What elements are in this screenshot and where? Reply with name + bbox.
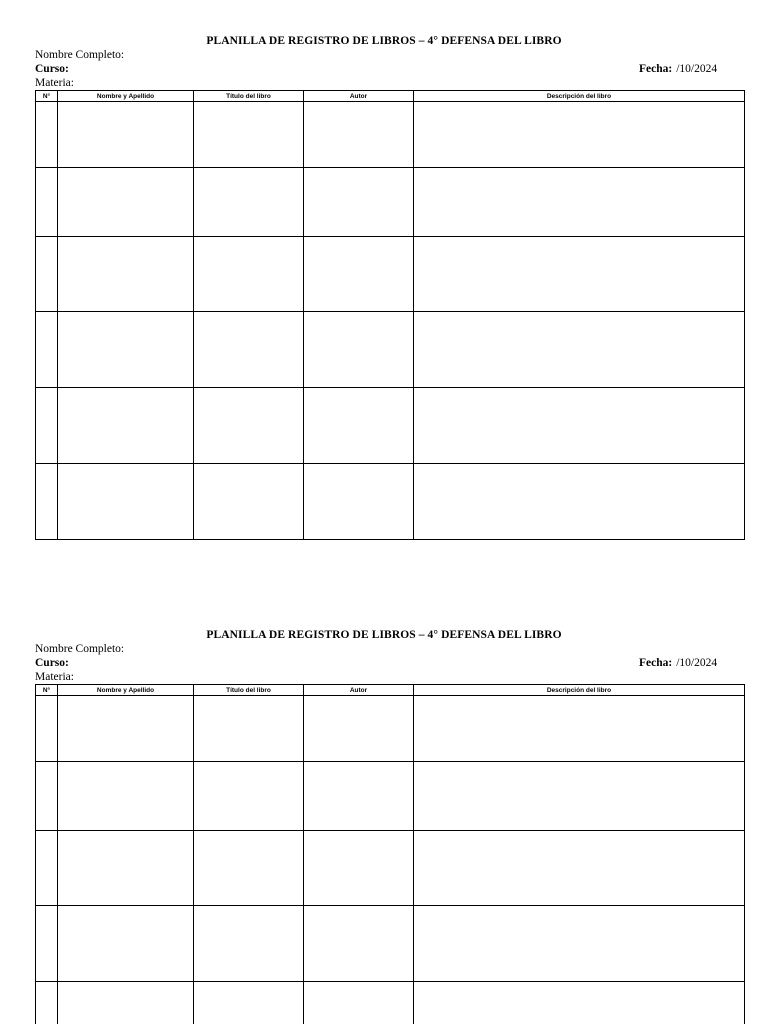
cell-descripcion[interactable] — [414, 102, 745, 168]
cell-autor[interactable] — [304, 102, 414, 168]
table-row — [36, 831, 745, 906]
cell-numero[interactable] — [36, 982, 58, 1024]
cell-autor[interactable] — [304, 464, 414, 540]
cell-numero[interactable] — [36, 464, 58, 540]
cell-descripcion[interactable] — [414, 906, 745, 982]
cell-titulo-libro[interactable] — [194, 696, 304, 762]
cell-numero[interactable] — [36, 906, 58, 982]
fecha-field — [639, 657, 717, 669]
cell-titulo-libro[interactable] — [194, 982, 304, 1024]
cell-autor[interactable] — [304, 831, 414, 906]
header-titulo-libro: Título del libro — [194, 91, 304, 102]
table-row — [36, 464, 745, 540]
cell-nombre-apellido[interactable] — [58, 312, 194, 388]
table-row — [36, 906, 745, 982]
cell-nombre-apellido[interactable] — [58, 102, 194, 168]
cell-numero[interactable] — [36, 831, 58, 906]
header-descripcion-libro: Descripción del libro — [414, 685, 745, 696]
header-autor: Autor — [304, 685, 414, 696]
header-titulo-libro: Título del libro — [194, 685, 304, 696]
cell-titulo-libro[interactable] — [194, 762, 304, 831]
table-row — [36, 168, 745, 237]
fecha-field — [639, 63, 717, 75]
cell-descripcion[interactable] — [414, 237, 745, 312]
cell-autor[interactable] — [304, 237, 414, 312]
cell-autor[interactable] — [304, 906, 414, 982]
cell-nombre-apellido[interactable] — [58, 237, 194, 312]
cell-descripcion[interactable] — [414, 762, 745, 831]
sheet-title: PLANILLA DE REGISTRO DE LIBROS – 4° DEFENSA DEL LIBRO — [206, 629, 562, 641]
sheet-title: PLANILLA DE REGISTRO DE LIBROS – 4° DEFENSA DEL LIBRO — [206, 35, 562, 47]
cell-descripcion[interactable] — [414, 168, 745, 237]
cell-nombre-apellido[interactable] — [58, 168, 194, 237]
cell-titulo-libro[interactable] — [194, 237, 304, 312]
registry-sheet-2 — [0, 594, 768, 1024]
header-nombre-apellido: Nombre y Apellido — [58, 91, 194, 102]
table-row — [36, 762, 745, 831]
cell-titulo-libro[interactable] — [194, 388, 304, 464]
table-row — [36, 237, 745, 312]
materia-label: Materia: — [35, 77, 74, 89]
header-descripcion-libro: Descripción del libro — [414, 91, 745, 102]
cell-titulo-libro[interactable] — [194, 312, 304, 388]
cell-nombre-apellido[interactable] — [58, 464, 194, 540]
cell-titulo-libro[interactable] — [194, 464, 304, 540]
cell-titulo-libro[interactable] — [194, 906, 304, 982]
table-header-row — [36, 91, 745, 102]
fecha-label: Fecha: — [639, 63, 673, 75]
registry-table — [35, 90, 745, 540]
cell-autor[interactable] — [304, 762, 414, 831]
table-row — [36, 312, 745, 388]
cell-descripcion[interactable] — [414, 388, 745, 464]
cell-nombre-apellido[interactable] — [58, 831, 194, 906]
nombre-completo-label: Nombre Completo: — [35, 643, 125, 655]
cell-descripcion[interactable] — [414, 982, 745, 1024]
fecha-value: /10/2024 — [676, 657, 718, 669]
cell-numero[interactable] — [36, 312, 58, 388]
cell-nombre-apellido[interactable] — [58, 762, 194, 831]
registry-table — [35, 684, 745, 1024]
cell-numero[interactable] — [36, 168, 58, 237]
cell-titulo-libro[interactable] — [194, 168, 304, 237]
cell-descripcion[interactable] — [414, 696, 745, 762]
materia-label: Materia: — [35, 671, 74, 683]
cell-nombre-apellido[interactable] — [58, 906, 194, 982]
cell-autor[interactable] — [304, 388, 414, 464]
cell-autor[interactable] — [304, 312, 414, 388]
cell-numero[interactable] — [36, 237, 58, 312]
curso-label: Curso: — [35, 63, 69, 75]
fecha-value: /10/2024 — [676, 63, 718, 75]
cell-descripcion[interactable] — [414, 464, 745, 540]
table-row — [36, 102, 745, 168]
cell-autor[interactable] — [304, 982, 414, 1024]
table-row — [36, 982, 745, 1024]
cell-numero[interactable] — [36, 388, 58, 464]
cell-autor[interactable] — [304, 696, 414, 762]
header-nombre-apellido: Nombre y Apellido — [58, 685, 194, 696]
cell-titulo-libro[interactable] — [194, 831, 304, 906]
cell-descripcion[interactable] — [414, 312, 745, 388]
table-header-row — [36, 685, 745, 696]
cell-numero[interactable] — [36, 762, 58, 831]
table-row — [36, 388, 745, 464]
fecha-label: Fecha: — [639, 657, 673, 669]
header-numero: N° — [36, 91, 58, 102]
cell-numero[interactable] — [36, 696, 58, 762]
cell-numero[interactable] — [36, 102, 58, 168]
curso-label: Curso: — [35, 657, 69, 669]
header-numero: N° — [36, 685, 58, 696]
cell-autor[interactable] — [304, 168, 414, 237]
cell-nombre-apellido[interactable] — [58, 696, 194, 762]
cell-titulo-libro[interactable] — [194, 102, 304, 168]
table-row — [36, 696, 745, 762]
cell-nombre-apellido[interactable] — [58, 982, 194, 1024]
cell-descripcion[interactable] — [414, 831, 745, 906]
header-autor: Autor — [304, 91, 414, 102]
cell-nombre-apellido[interactable] — [58, 388, 194, 464]
nombre-completo-label: Nombre Completo: — [35, 49, 125, 61]
